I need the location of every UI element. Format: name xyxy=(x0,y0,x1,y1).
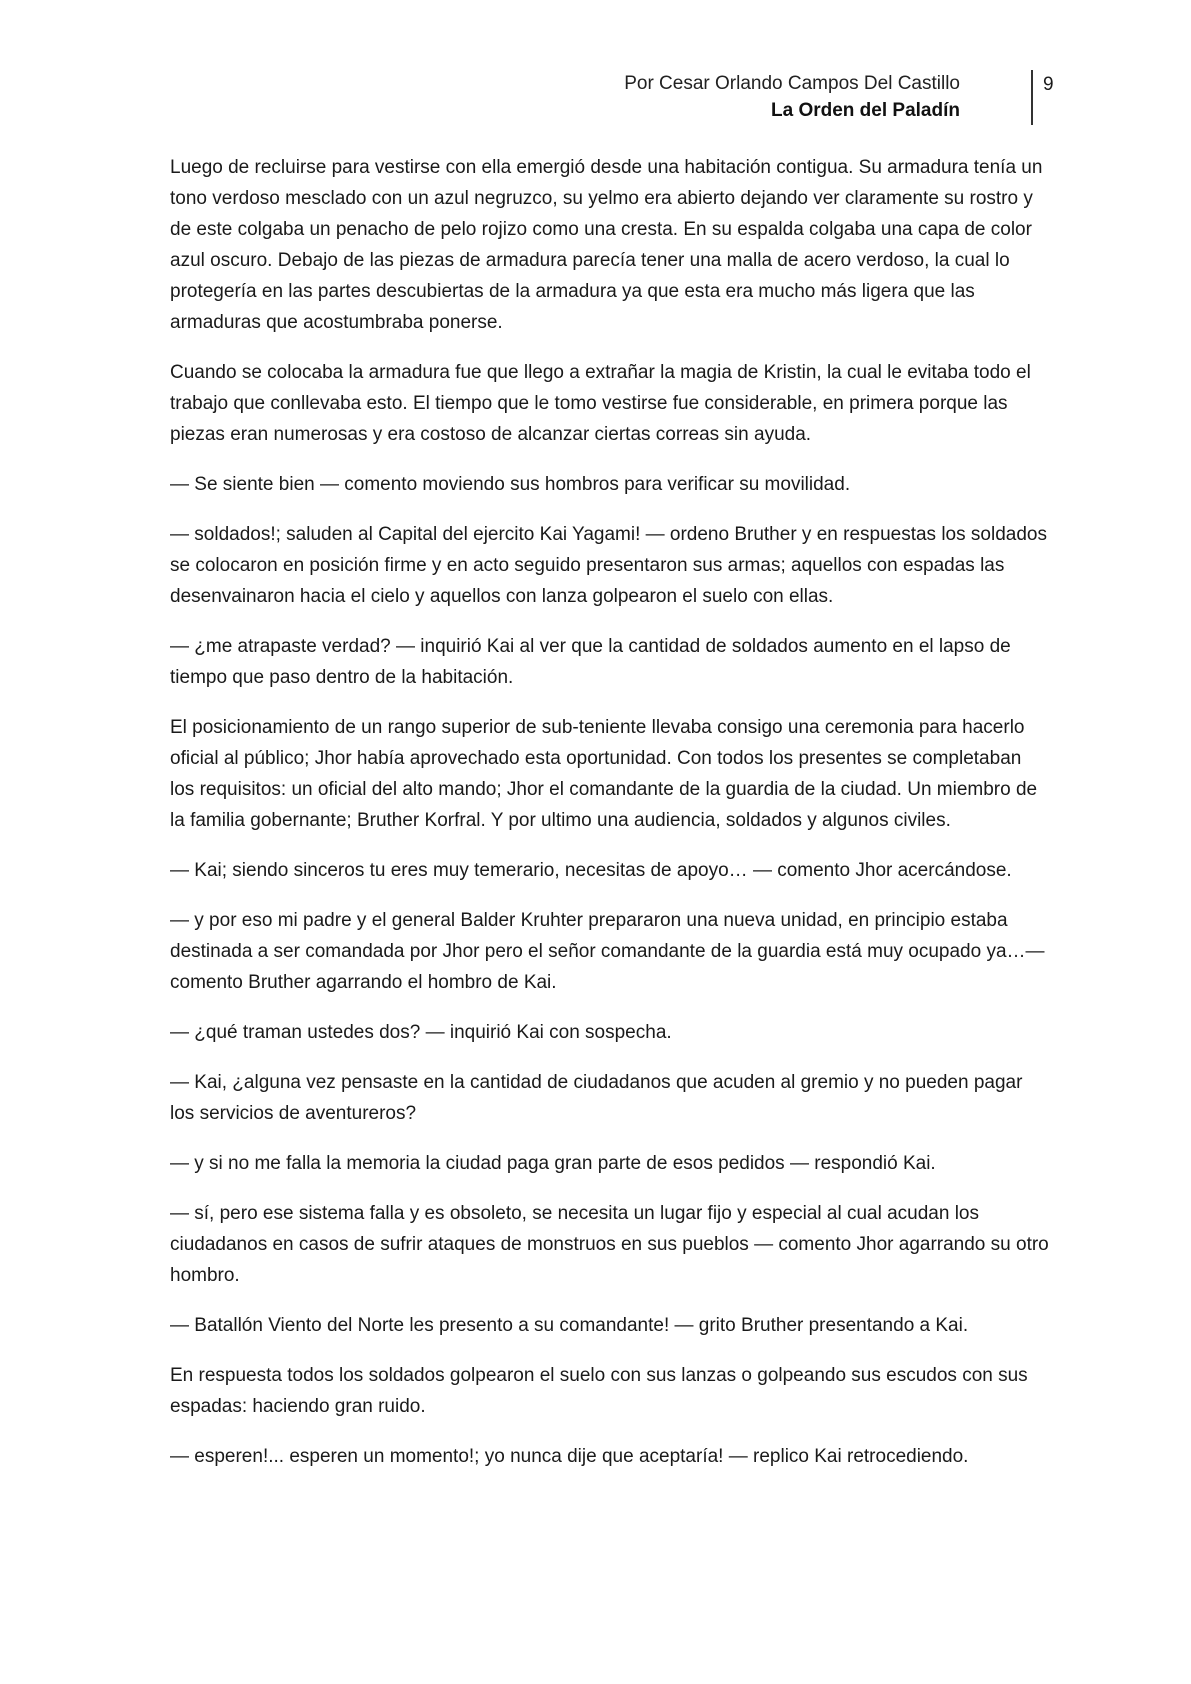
paragraph: — y si no me falla la memoria la ciudad paga gran parte de esos pedidos — respondió Kai. xyxy=(170,1153,936,1174)
page-number: 9 xyxy=(1043,74,1054,95)
paragraph: — y por eso mi padre y el general Balder Kruhter prepararon una nueva unidad, en principio estaba destinada a ser comandada por Jhor pero el señor comandante de la guardia está muy ocupado ya…— comento Bruther agarrando el hombro de Kai. xyxy=(170,910,1045,993)
paragraph: — Kai; siendo sinceros tu eres muy temerario, necesitas de apoyo… — comento Jhor acercándose. xyxy=(170,860,1012,881)
paragraph: — ¿qué traman ustedes dos? — inquirió Kai con sospecha. xyxy=(170,1022,672,1043)
paragraph: En respuesta todos los soldados golpearon el suelo con sus lanzas o golpeando sus escudos con sus espadas: haciendo gran ruido. xyxy=(170,1365,1028,1417)
paragraph: — esperen!... esperen un momento!; yo nunca dije que aceptaría! — replico Kai retrocediendo. xyxy=(170,1446,969,1467)
paragraph: — Kai, ¿alguna vez pensaste en la cantidad de ciudadanos que acuden al gremio y no pueden pagar los servicios de aventureros? xyxy=(170,1072,1023,1124)
header-divider xyxy=(1031,70,1033,125)
header-book-title: La Orden del Paladín xyxy=(771,100,960,121)
paragraph: — Se siente bien — comento moviendo sus hombros para verificar su movilidad. xyxy=(170,474,851,495)
paragraph: — ¿me atrapaste verdad? — inquirió Kai al ver que la cantidad de soldados aumento en el lapso de tiempo que paso dentro de la habitación. xyxy=(170,636,1011,688)
paragraph: — soldados!; saluden al Capital del ejercito Kai Yagami! — ordeno Bruther y en respuestas los soldados se colocaron en posición firme y en acto seguido presentaron sus armas; aquellos con espadas las desenvainaron hacia el cielo y aquellos con lanza golpearon el suelo con ellas. xyxy=(170,524,1047,607)
document-body xyxy=(170,152,1050,1491)
header-author: Por Cesar Orlando Campos Del Castillo xyxy=(624,73,960,94)
paragraph: — sí, pero ese sistema falla y es obsoleto, se necesita un lugar fijo y especial al cual acudan los ciudadanos en casos de sufrir ataques de monstruos en sus pueblos — comento Jhor agarrando su otro hombro. xyxy=(170,1203,1049,1286)
paragraph: Cuando se colocaba la armadura fue que llego a extrañar la magia de Kristin, la cual le evitaba todo el trabajo que conllevaba esto. El tiempo que le tomo vestirse fue considerable, en primera porque las piezas eran numerosas y era costoso de alcanzar ciertas correas sin ayuda. xyxy=(170,362,1031,445)
paragraph: El posicionamiento de un rango superior de sub-teniente llevaba consigo una ceremonia para hacerlo oficial al público; Jhor había aprovechado esta oportunidad. Con todos los presentes se completaban los requisitos: un oficial del alto mando; Jhor el comandante de la guardia de la ciudad. Un miembro de la familia gobernante; Bruther Korfral. Y por ultimo una audiencia, soldados y algunos civiles. xyxy=(170,717,1038,831)
paragraph: — Batallón Viento del Norte les presento a su comandante! — grito Bruther presentando a Kai. xyxy=(170,1315,969,1336)
page-header xyxy=(400,70,960,124)
paragraph: Luego de recluirse para vestirse con ella emergió desde una habitación contigua. Su armadura tenía un tono verdoso mesclado con un azul negruzco, su yelmo era abierto dejando ver claramente su rostro y de este colgaba un penacho de pelo rojizo como una cresta. En su espalda colgaba una capa de color azul oscuro. Debajo de las piezas de armadura parecía tener una malla de acero verdoso, la cual lo protegería en las partes descubiertas de la armadura ya que esta era mucho más ligera que las armaduras que acostumbraba ponerse. xyxy=(170,157,1043,333)
